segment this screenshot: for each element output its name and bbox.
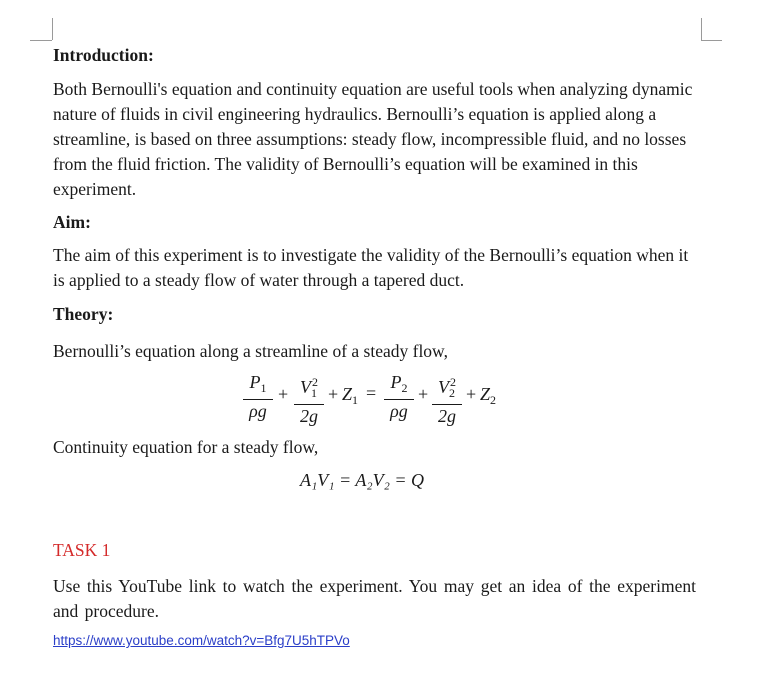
task-heading: TASK 1 bbox=[53, 540, 111, 560]
introduction-paragraph: Both Bernoulli's equation and continuity equation are useful tools when analyzing dynamic nature of fluids in civil engineering hydraulics. Bernoulli’s equation is applied along a streamline, is based on three assumptions: steady flow, incompressible fluid, and no losses from the fluid friction. The validity of Bernoulli’s equation will be examined in this experiment. bbox=[53, 79, 693, 199]
continuity-equation: A₁V₁ = A₂V₂ = Q bbox=[300, 470, 424, 490]
page-corner-mark-top-left bbox=[30, 40, 52, 41]
theory-paragraph: Bernoulli’s equation along a streamline of a steady flow, bbox=[53, 341, 448, 361]
plus-sign: + bbox=[278, 384, 289, 404]
aim-paragraph: The aim of this experiment is to investigate the validity of the Bernoulli’s equation when it is applied to a steady flow of water through a tapered duct. bbox=[53, 245, 689, 290]
page-corner-mark-top-right bbox=[701, 40, 722, 41]
plus-sign: + bbox=[466, 384, 477, 404]
task-paragraph: Use this YouTube link to watch the experiment. You may get an idea of the experiment and procedure. bbox=[53, 576, 696, 621]
page-corner-mark-top-right bbox=[701, 18, 702, 40]
youtube-link[interactable]: https://www.youtube.com/watch?v=Bfg7U5hTPVo bbox=[53, 633, 350, 648]
theory-heading: Theory: bbox=[53, 304, 114, 324]
z2-term: $Z_2$ bbox=[480, 384, 497, 407]
fraction-p1-rho-g: $P_1$ ρg bbox=[243, 372, 273, 421]
fraction-p2-rho-g: $P_2$ ρg bbox=[384, 372, 414, 421]
continuity-paragraph: Continuity equation for a steady flow, bbox=[53, 437, 319, 457]
z1-term: $Z_1$ bbox=[342, 384, 359, 407]
aim-heading: Aim: bbox=[53, 212, 91, 232]
plus-sign: + bbox=[418, 384, 429, 404]
introduction-heading: Introduction: bbox=[53, 45, 154, 65]
fraction-v1-2g: $V_1^2$ 2g bbox=[294, 372, 324, 426]
plus-sign: + bbox=[328, 384, 339, 404]
page-corner-mark-top-left bbox=[52, 18, 53, 40]
fraction-v2-2g: $V_2^2$ 2g bbox=[432, 372, 462, 426]
equals-sign: = bbox=[366, 383, 377, 403]
